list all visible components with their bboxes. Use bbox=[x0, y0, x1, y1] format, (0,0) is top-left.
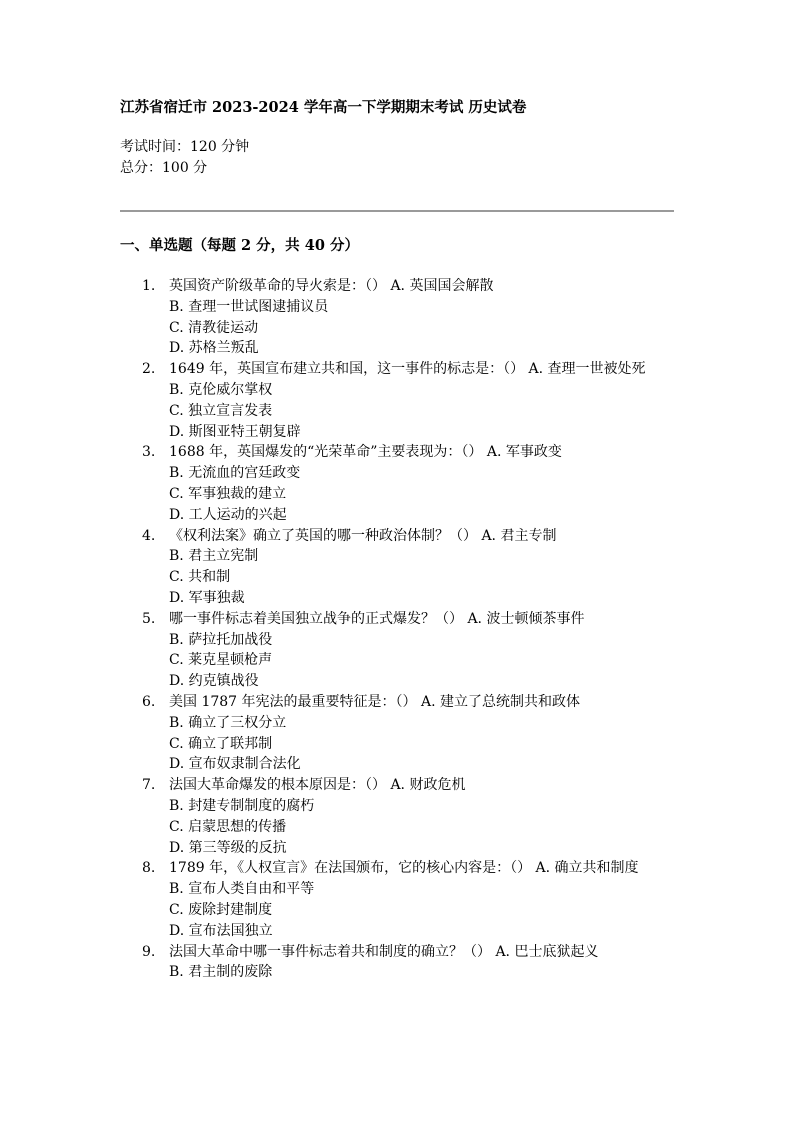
option-c: C. 启蒙思想的传播 bbox=[169, 818, 287, 835]
question-item bbox=[120, 526, 674, 609]
option-d: D. 约克镇战役 bbox=[169, 673, 259, 690]
option-b: B. 宣布人类自由和平等 bbox=[169, 881, 315, 898]
option-d: D. 军事独裁 bbox=[169, 589, 245, 606]
question-text: 1789 年，《人权宣言》在法国颁布，它的核心内容是：（） A. 确立共和制度 bbox=[169, 860, 639, 877]
question-number: 9. bbox=[142, 943, 156, 960]
question-text: 1649 年，英国宣布建立共和国，这一事件的标志是：（） A. 查理一世被处死 bbox=[169, 361, 646, 378]
question-item bbox=[120, 276, 674, 359]
question-text: 法国大革命中哪一事件标志着共和制度的确立？（） A. 巴士底狱起义 bbox=[169, 943, 599, 960]
question-number: 6. bbox=[142, 693, 156, 710]
total-score: 总分：100 分 bbox=[120, 160, 208, 176]
option-b: B. 确立了三权分立 bbox=[169, 714, 287, 731]
question-text: 法国大革命爆发的根本原因是：（） A. 财政危机 bbox=[169, 777, 466, 794]
question-text: 美国 1787 年宪法的最重要特征是：（） A. 建立了总统制共和政体 bbox=[169, 693, 580, 710]
question-item bbox=[120, 359, 674, 442]
option-d: D. 第三等级的反抗 bbox=[169, 839, 287, 856]
question-item bbox=[120, 442, 674, 525]
option-b: B. 君主制的废除 bbox=[169, 964, 273, 981]
option-c: C. 废除封建制度 bbox=[169, 901, 273, 918]
question-item bbox=[120, 692, 674, 775]
question-number: 8. bbox=[142, 860, 156, 877]
option-c: C. 清教徒运动 bbox=[169, 319, 259, 336]
option-d: D. 宣布奴隶制合法化 bbox=[169, 756, 301, 773]
question-list bbox=[120, 276, 674, 983]
question-item bbox=[120, 858, 674, 941]
exam-time: 考试时间：120 分钟 bbox=[120, 139, 250, 155]
option-b: B. 封建专制制度的腐朽 bbox=[169, 797, 315, 814]
question-number: 1. bbox=[142, 278, 156, 294]
exam-title: 江苏省宿迁市 2023-2024 学年高一下学期期末考试 历史试卷 bbox=[120, 99, 527, 116]
question-text: 《权利法案》确立了英国的哪一种政治体制？（） A. 君主专制 bbox=[169, 527, 557, 544]
question-item bbox=[120, 775, 674, 858]
question-number: 7. bbox=[142, 777, 156, 794]
question-item bbox=[120, 942, 674, 984]
option-d: D. 宣布法国独立 bbox=[169, 922, 273, 939]
option-c: C. 莱克星顿枪声 bbox=[169, 652, 273, 669]
option-c: C. 确立了联邦制 bbox=[169, 735, 273, 752]
option-c: C. 独立宣言发表 bbox=[169, 402, 273, 419]
question-text: 哪一事件标志着美国独立战争的正式爆发？（） A. 波士顿倾茶事件 bbox=[169, 610, 585, 627]
option-b: B. 君主立宪制 bbox=[169, 548, 259, 565]
question-number: 5. bbox=[142, 610, 156, 627]
option-b: B. 无流血的宫廷政变 bbox=[169, 465, 301, 482]
option-c: C. 军事独裁的建立 bbox=[169, 485, 287, 502]
question-text: 1688 年，英国爆发的“光荣革命”主要表现为：（） A. 军事政变 bbox=[169, 444, 562, 461]
option-b: B. 克伦威尔掌权 bbox=[169, 381, 273, 398]
section-heading: 一、单选题（每题 2 分，共 40 分） bbox=[120, 237, 359, 254]
option-b: B. 萨拉托加战役 bbox=[169, 631, 273, 648]
option-d: D. 斯图亚特王朝复辟 bbox=[169, 423, 301, 440]
divider-line bbox=[120, 210, 674, 212]
option-c: C. 共和制 bbox=[169, 569, 231, 586]
option-b: B. 查理一世试图逮捕议员 bbox=[169, 298, 329, 315]
question-text: 英国资产阶级革命的导火索是：（） A. 英国国会解散 bbox=[169, 278, 494, 294]
option-d: D. 工人运动的兴起 bbox=[169, 506, 287, 523]
option-d: D. 苏格兰叛乱 bbox=[169, 340, 259, 357]
question-item bbox=[120, 609, 674, 692]
question-number: 3. bbox=[142, 444, 156, 461]
question-number: 4. bbox=[142, 527, 156, 544]
question-number: 2. bbox=[142, 361, 156, 378]
